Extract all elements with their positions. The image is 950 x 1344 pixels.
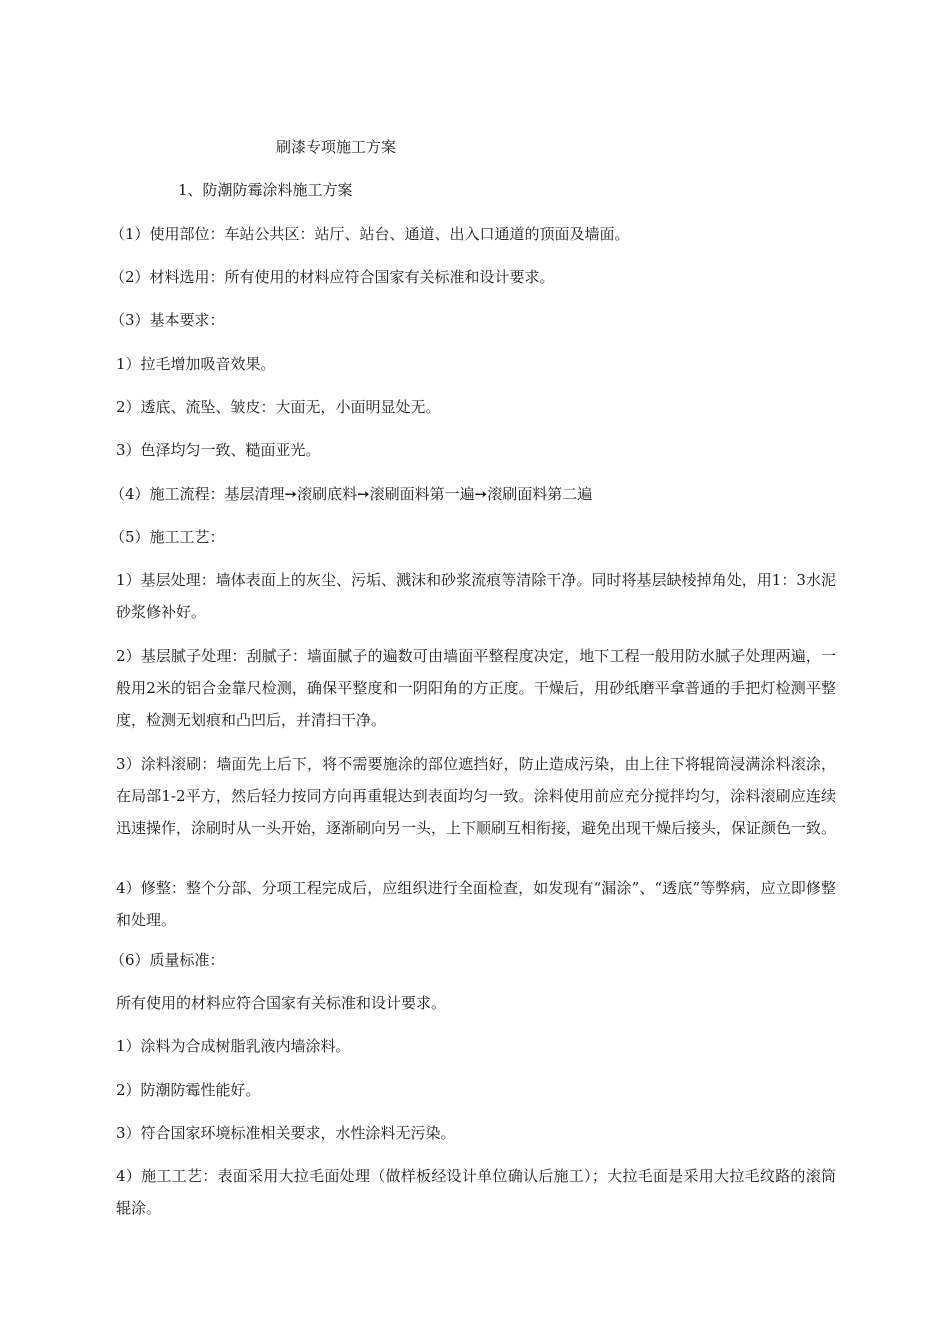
paragraph-basic-requirements: （3）基本要求： xyxy=(110,311,225,329)
paragraph-material-selection: （2）材料选用：所有使用的材料应符合国家有关标准和设计要求。 xyxy=(110,268,555,286)
basic-requirement-item: 1）拉毛增加吸音效果。 xyxy=(116,355,276,373)
paragraph-construction-process: （5）施工工艺： xyxy=(110,528,225,546)
basic-requirement-item: 3）色泽均匀一致、糙面亚光。 xyxy=(116,441,321,459)
section-heading: 1、防潮防霉涂料施工方案 xyxy=(178,181,353,199)
document-title: 刷漆专项施工方案 xyxy=(276,138,397,156)
quality-standard-item: 3）符合国家环境标准相关要求，水性涂料无污染。 xyxy=(116,1124,456,1142)
basic-requirement-item: 2）透底、流坠、皱皮：大面无，小面明显处无。 xyxy=(116,398,441,416)
process-step-roller-painting: 3）涂料滚刷：墙面先上后下，将不需要施涂的部位遮挡好，防止造成污染，由上往下将辊筒浸满涂料滚涂，在局部1-2平方，然后轻力按同方向再重辊达到表面均匀一致。涂料使用前应充分搅拌均匀，涂料滚刷应连续迅速操作，涂刷时从一头开始，逐渐刷向另一头，上下顺刷互相衔接，避免出现干燥后接头，保证颜色一致。 xyxy=(116,755,837,837)
paragraph-usage-location: （1）使用部位：车站公共区：站厅、站台、通道、出入口通道的顶面及墙面。 xyxy=(110,225,630,243)
quality-standard-item: 1）涂料为合成树脂乳液内墙涂料。 xyxy=(116,1037,351,1055)
quality-standard-item: 2）防潮防霉性能好。 xyxy=(116,1081,261,1099)
quality-standard-item: 4）施工工艺：表面采用大拉毛面处理（做样板经设计单位确认后施工）；大拉毛面是采用大拉毛纹路的滚筒辊涂。 xyxy=(116,1167,836,1217)
process-step-finishing: 4）修整：整个分部、分项工程完成后，应组织进行全面检查，如发现有“漏涂”、“透底”等弊病，应立即修整和处理。 xyxy=(116,879,836,929)
paragraph-construction-flow: （4）施工流程：基层清理➙滚刷底料➙滚刷面料第一遍➙滚刷面料第二遍 xyxy=(110,485,593,503)
paragraph-quality-standard: （6）质量标准： xyxy=(110,951,225,969)
process-step-putty-treatment: 2）基层腻子处理：刮腻子：墙面腻子的遍数可由墙面平整程度决定，地下工程一般用防水腻子处理两遍，一般用2米的铝合金靠尺检测，确保平整度和一阴阳角的方正度。干燥后，用砂纸磨平拿普通的手把灯检测平整度，检测无划痕和凸凹后，并清扫干净。 xyxy=(116,647,836,729)
quality-standard-intro: 所有使用的材料应符合国家有关标准和设计要求。 xyxy=(116,994,447,1012)
process-step-base-treatment: 1）基层处理：墙体表面上的灰尘、污垢、溅沫和砂浆流痕等清除干净。同时将基层缺棱掉角处，用1：3水泥砂浆修补好。 xyxy=(116,571,836,621)
